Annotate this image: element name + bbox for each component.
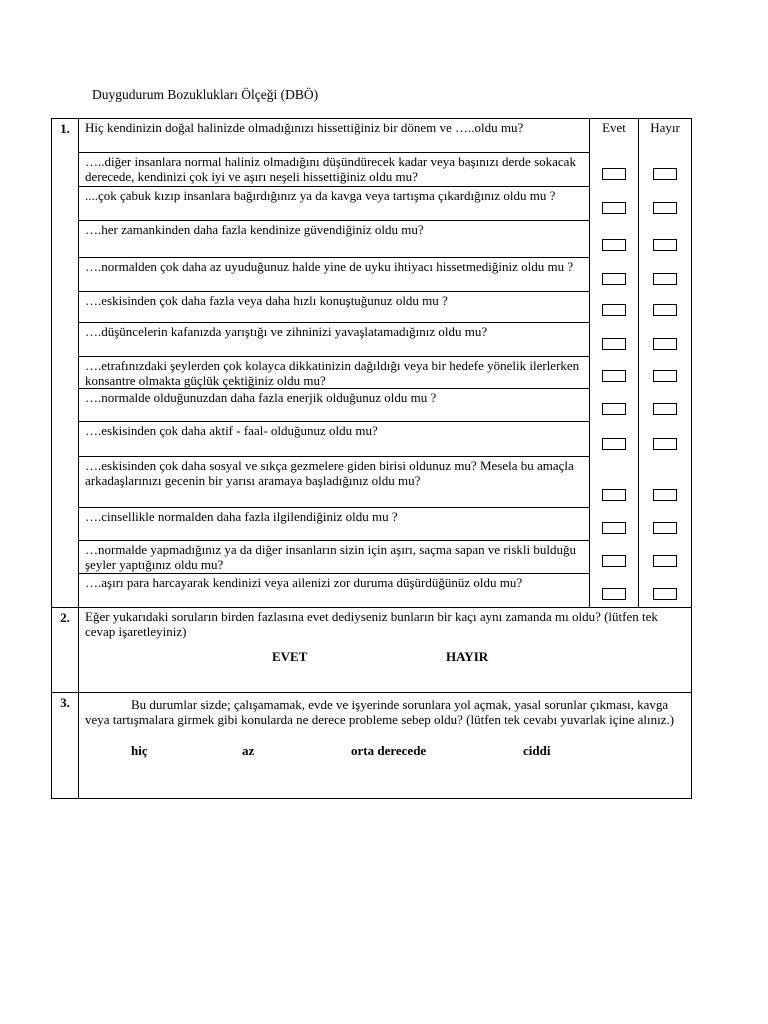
question-text: ….eskisinden çok daha fazla veya daha hızlı konuştuğunuz oldu mu ?	[79, 292, 590, 323]
question-text: ….aşırı para harcayarak kendinizi veya ailenizi zor duruma düşürdüğünüz oldu mu?	[79, 574, 590, 608]
evet-answer-cell	[590, 153, 639, 187]
question-number-cell	[52, 258, 79, 292]
hayir-answer-cell	[639, 574, 692, 608]
question-1-item-row	[52, 119, 692, 153]
question-number-cell	[52, 221, 79, 258]
question-text: ….eskisinden çok daha aktif - faal- olduğunuz oldu mu?	[79, 422, 590, 457]
evet-answer-cell	[590, 323, 639, 357]
question-text: ….her zamankinden daha fazla kendinize güvendiğiniz oldu mu?	[79, 221, 590, 258]
hayir-answer-cell	[639, 153, 692, 187]
evet-answer-cell	[590, 508, 639, 541]
question-1-item-row	[52, 508, 692, 541]
evet-answer-cell	[590, 389, 639, 422]
evet-checkbox[interactable]	[602, 555, 626, 567]
hayir-answer-cell	[639, 323, 692, 357]
question-3-text: Bu durumlar sizde; çalışamamak, evde ve işyerinde sorunlara yol açmak, yasal sorunlar çıkması, kavga veya tartışmalara girmek gibi konularda ne derece probleme sebep oldu? (lütfen tek cevabı yuvarlak içine alınız.)	[85, 697, 675, 727]
hayir-answer-cell	[639, 457, 692, 508]
question-3-number: 3.	[52, 693, 79, 799]
hayir-answer-cell	[639, 221, 692, 258]
answer-option-evet[interactable]: EVET	[272, 649, 308, 664]
question-3-row	[52, 693, 692, 799]
hayir-checkbox[interactable]	[653, 239, 677, 251]
question-number-cell	[52, 187, 79, 221]
hayir-checkbox[interactable]	[653, 555, 677, 567]
hayir-checkbox[interactable]	[653, 489, 677, 501]
hayir-checkbox[interactable]	[653, 438, 677, 450]
evet-answer-cell	[590, 357, 639, 389]
severity-option-orta-derecede[interactable]: orta derecede	[351, 743, 427, 758]
evet-checkbox[interactable]	[602, 403, 626, 415]
question-number-cell	[52, 508, 79, 541]
question-text: ….etrafınızdaki şeylerden çok kolayca dikkatinizin dağıldığı veya bir hedefe yönelik ilerlerken konsantre olmakta güçlük çektiğiniz oldu mu?	[79, 357, 590, 389]
column-header-evet: Evet	[590, 119, 639, 153]
question-number-cell	[52, 422, 79, 457]
evet-checkbox[interactable]	[602, 588, 626, 600]
severity-option-az[interactable]: az	[242, 743, 255, 758]
hayir-answer-cell	[639, 357, 692, 389]
evet-answer-cell	[590, 541, 639, 574]
hayir-checkbox[interactable]	[653, 304, 677, 316]
evet-answer-cell	[590, 457, 639, 508]
question-text: ….eskisinden çok daha sosyal ve sıkça gezmelere giden birisi oldunuz mu? Mesela bu amaçla arkadaşlarınızı gecenin bir yarısı aramaya başladığınız oldu mu?	[79, 457, 590, 508]
hayir-checkbox[interactable]	[653, 522, 677, 534]
question-text: …..diğer insanlara normal haliniz olmadığını düşündürecek kadar veya başınızı derde sokacak derecede, kendinizi çok iyi ve aşırı neşeli hissettiğiniz oldu mu?	[79, 153, 590, 187]
hayir-answer-cell	[639, 292, 692, 323]
severity-option-ciddi[interactable]: ciddi	[523, 743, 551, 758]
evet-answer-cell	[590, 258, 639, 292]
evet-checkbox[interactable]	[602, 202, 626, 214]
evet-checkbox[interactable]	[602, 304, 626, 316]
question-1-item-row	[52, 422, 692, 457]
hayir-answer-cell	[639, 541, 692, 574]
answer-option-hayir[interactable]: HAYIR	[446, 649, 489, 664]
question-1-item-row	[52, 187, 692, 221]
hayir-answer-cell	[639, 508, 692, 541]
question-text: Hiç kendinizin doğal halinizde olmadığınızı hissettiğiniz bir dönem ve …..oldu mu?	[79, 119, 590, 153]
hayir-answer-cell	[639, 258, 692, 292]
evet-checkbox[interactable]	[602, 489, 626, 501]
evet-checkbox[interactable]	[602, 522, 626, 534]
question-1-item-row	[52, 357, 692, 389]
hayir-checkbox[interactable]	[653, 370, 677, 382]
question-text: ….cinsellikle normalden daha fazla ilgilendiğiniz oldu mu ?	[79, 508, 590, 541]
question-text: ….normalden çok daha az uyuduğunuz halde yine de uyku ihtiyacı hissetmediğiniz oldu mu ?	[79, 258, 590, 292]
question-1-item-row	[52, 292, 692, 323]
evet-checkbox[interactable]	[602, 338, 626, 350]
question-2-text: Eğer yukarıdaki soruların birden fazlasına evet dediyseniz bunların bir kaçı aynı zamanda mı oldu? (lütfen tek cevap işaretleyiniz)	[85, 609, 658, 639]
hayir-answer-cell	[639, 389, 692, 422]
question-text: ….normalde olduğunuzdan daha fazla enerjik olduğunuz oldu mu ?	[79, 389, 590, 422]
question-text: …normalde yapmadığınız ya da diğer insanların sizin için aşırı, saçma sapan ve riskli bulduğu şeyler yaptığınız oldu mu?	[79, 541, 590, 574]
question-text: ….düşüncelerin kafanızda yarıştığı ve zihninizi yavaşlatamadığınız oldu mu?	[79, 323, 590, 357]
evet-checkbox[interactable]	[602, 168, 626, 180]
question-number-cell	[52, 292, 79, 323]
evet-checkbox[interactable]	[602, 239, 626, 251]
hayir-checkbox[interactable]	[653, 273, 677, 285]
question-number-cell	[52, 457, 79, 508]
severity-option-hic[interactable]: hiç	[131, 743, 148, 758]
question-2-number: 2.	[52, 608, 79, 693]
column-header-hayir: Hayır	[639, 119, 692, 153]
question-1-item-row	[52, 153, 692, 187]
hayir-checkbox[interactable]	[653, 338, 677, 350]
question-number-cell	[52, 153, 79, 187]
question-number-cell	[52, 357, 79, 389]
questionnaire-table	[51, 118, 692, 799]
hayir-checkbox[interactable]	[653, 202, 677, 214]
question-1-item-row	[52, 457, 692, 508]
evet-checkbox[interactable]	[602, 438, 626, 450]
evet-answer-cell	[590, 292, 639, 323]
question-number-cell	[52, 541, 79, 574]
page-title: Duygudurum Bozuklukları Ölçeği (DBÖ)	[92, 87, 319, 102]
hayir-checkbox[interactable]	[653, 168, 677, 180]
hayir-answer-cell	[639, 422, 692, 457]
question-number-cell	[52, 323, 79, 357]
question-1-item-row	[52, 389, 692, 422]
hayir-answer-cell	[639, 187, 692, 221]
evet-answer-cell	[590, 574, 639, 608]
evet-answer-cell	[590, 187, 639, 221]
question-1-item-row	[52, 221, 692, 258]
question-1-number: 1.	[52, 119, 79, 153]
hayir-checkbox[interactable]	[653, 403, 677, 415]
question-1-item-row	[52, 258, 692, 292]
question-1-item-row	[52, 574, 692, 608]
evet-checkbox[interactable]	[602, 370, 626, 382]
question-2-row	[52, 608, 692, 693]
question-text: ....çok çabuk kızıp insanlara bağırdığınız ya da kavga veya tartışma çıkardığınız oldu mu ?	[79, 187, 590, 221]
question-1-item-row	[52, 323, 692, 357]
evet-checkbox[interactable]	[602, 273, 626, 285]
question-1-item-row	[52, 541, 692, 574]
question-number-cell	[52, 389, 79, 422]
hayir-checkbox[interactable]	[653, 588, 677, 600]
evet-answer-cell	[590, 221, 639, 258]
question-number-cell	[52, 574, 79, 608]
evet-answer-cell	[590, 422, 639, 457]
